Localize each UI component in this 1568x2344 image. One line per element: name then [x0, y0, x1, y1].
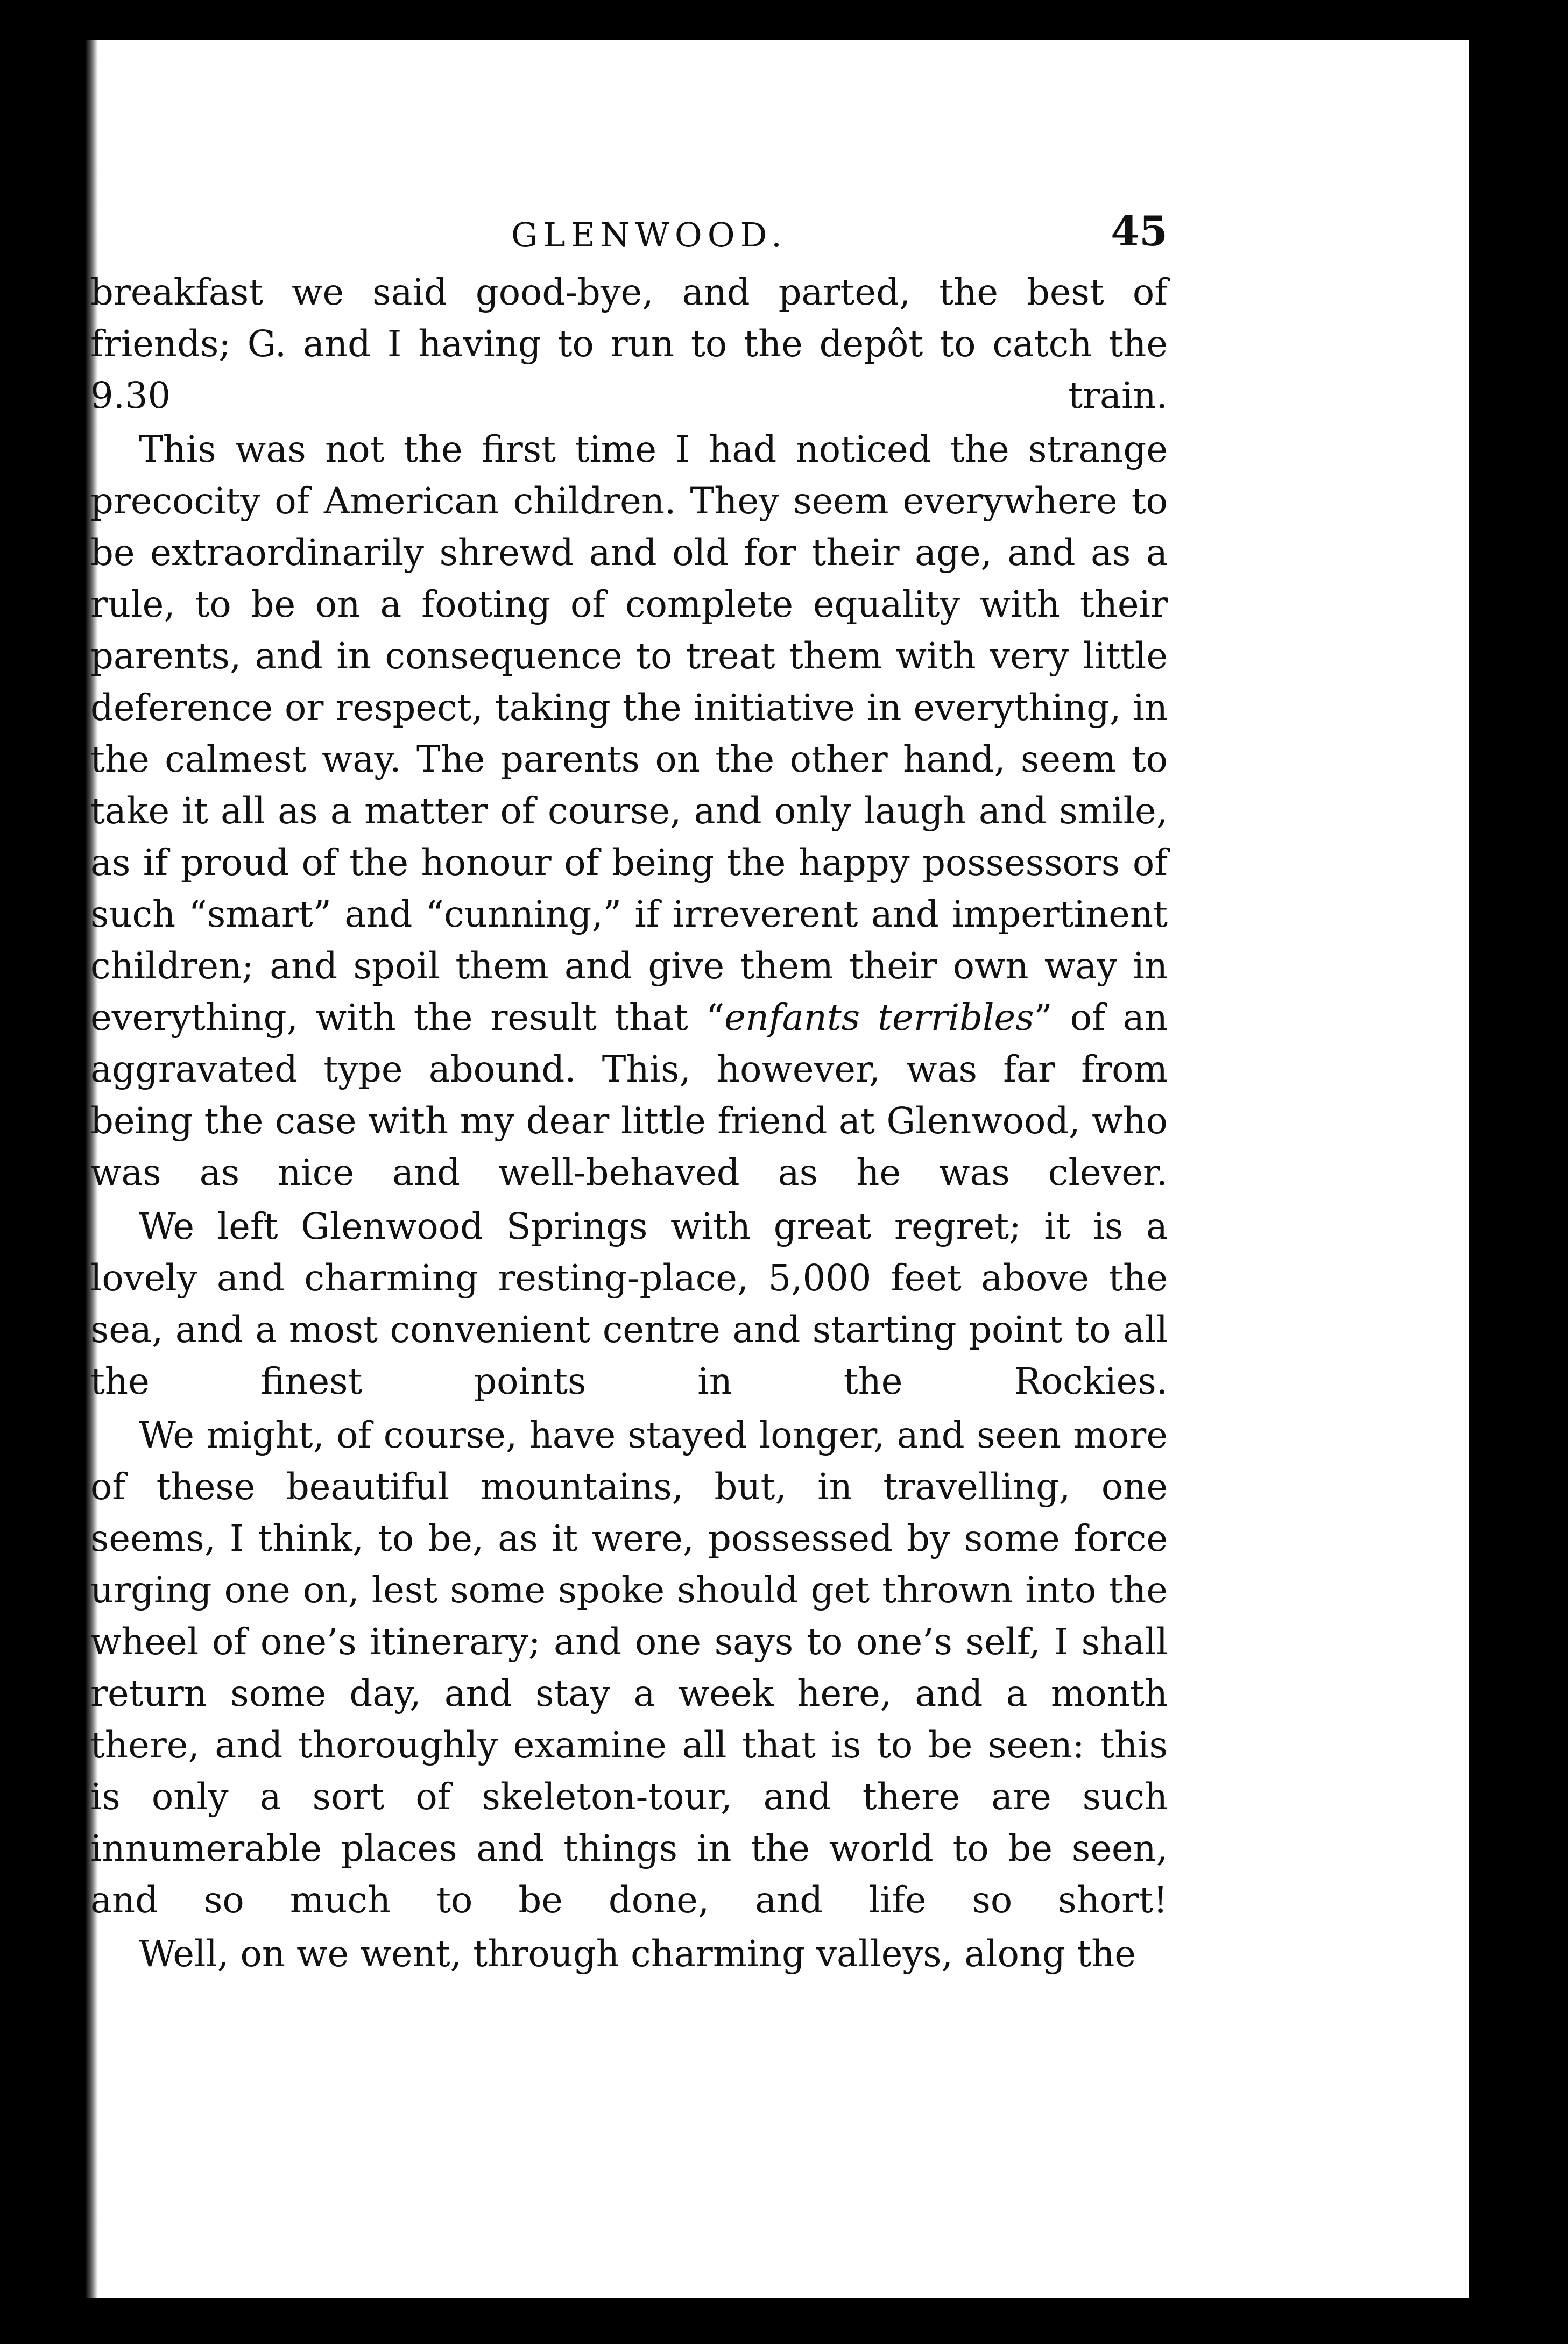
- paragraph-2-text-a: This was not the first time I had noticed the strange precocity of American children. They seem everywhere to be extraordinarily shrewd and old for their age, and as a rule, to be on a footing of complete equality with their parents, and in consequence to treat them with very little deference or respect, taking the initiative in everything, in the calmest way. The parents on the other hand, seem to take it all as a matter of course, and only laugh and smile, as if proud of the honour of being the happy possessors of such “smart” and “cunning,” if irreverent and impertinent children; and spoil them and give them their own way in everything, with the result that “: [90, 428, 1168, 1039]
- paragraph-1: breakfast we said good-bye, and parted, the best of friends; G. and I having to run to the depôt to catch the 9.30 train.: [90, 271, 1168, 416]
- paragraph-2: [90, 423, 1168, 1198]
- paragraph-3: We left Glenwood Springs with great regret; it is a lovely and charming resting-place, 5,000 feet above the sea, and a most convenient centre and starting point to all the finest points in the Rockies.: [90, 1205, 1168, 1402]
- paragraph-4: We might, of course, have stayed longer, and seen more of these beautiful mountains, but, in travelling, one seems, I think, to be, as it were, possessed by some force urging one on, lest some spoke should get thrown into the wheel of one’s itinerary; and one says to one’s self, I shall return some day, and stay a week here, and a month there, and thoroughly examine all that is to be seen: this is only a sort of skeleton-tour, and there are such innumerable places and things in the world to be seen, and so much to be done, and life so short!: [90, 1414, 1168, 1921]
- page-header: [86, 194, 1469, 269]
- book-page: [86, 40, 1469, 2298]
- paragraph-2-text-b: ” of an aggravated type abound. This, however, was far from being the case with my dear little friend at Glenwood, who was as nice and well-behaved as he was clever.: [90, 997, 1168, 1194]
- page-number: 45: [1111, 207, 1168, 255]
- paragraph-5: Well, on we went, through charming valleys, along the: [139, 1933, 1136, 1975]
- paragraph-2-italic-phrase: enfants terribles: [724, 997, 1034, 1039]
- running-head: GLENWOOD.: [511, 215, 787, 255]
- page-body: [90, 266, 1168, 1982]
